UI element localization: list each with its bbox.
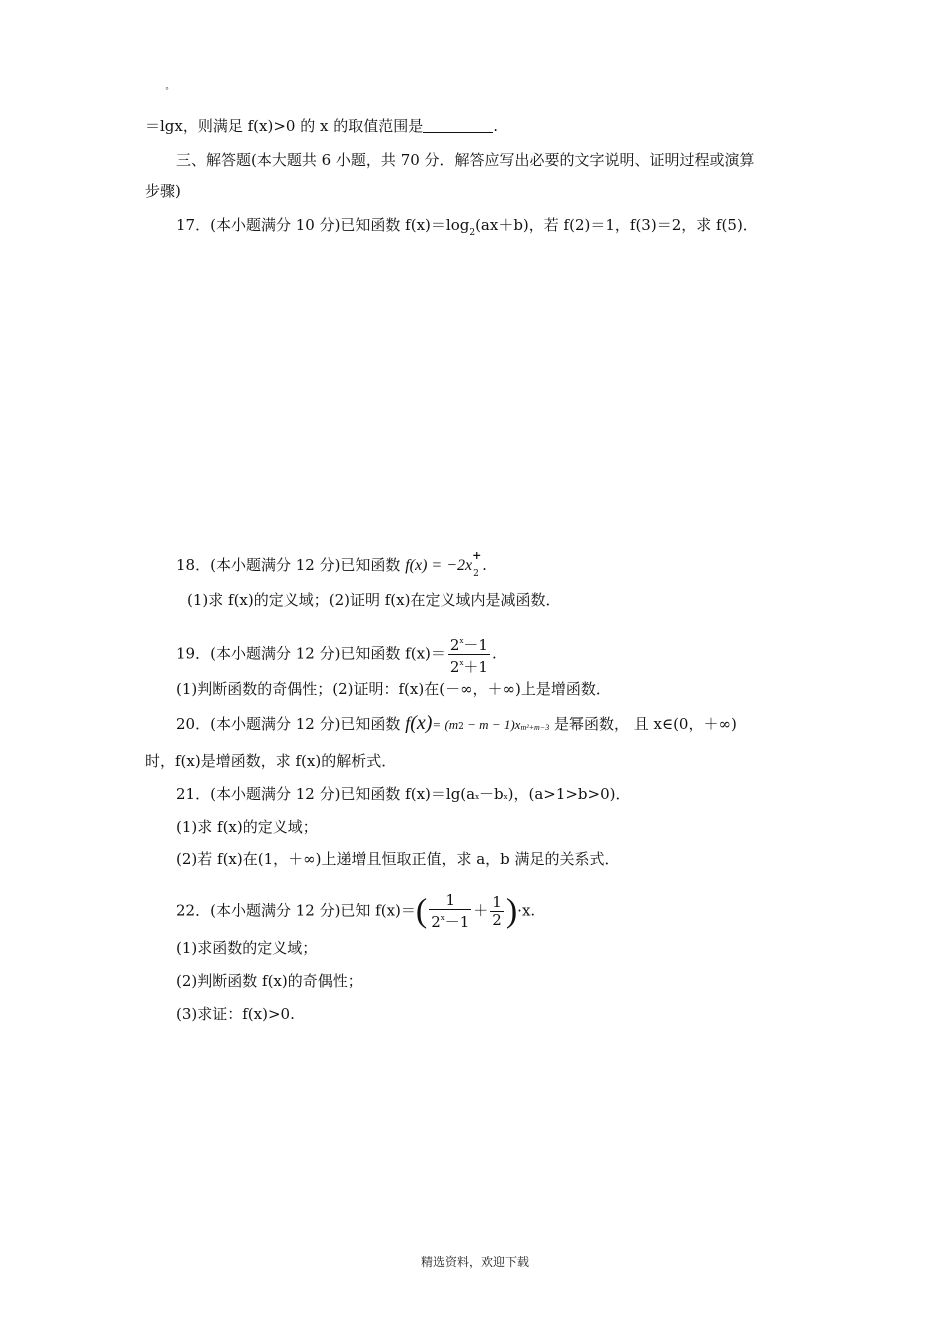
q18-exp-sub: 2 xyxy=(473,569,479,579)
q19-num-exp: x xyxy=(459,637,464,645)
q16-text: ＝lgx，则满足 f(x)>0 的 x 的取值范围是 xyxy=(145,117,424,135)
q21-mid: －b xyxy=(479,785,504,803)
q19-num-rest: －1 xyxy=(463,636,488,654)
section3-heading: 三、解答题(本大题共 6 小题，共 70 分．解答应写出必要的文字说明、证明过程或演算 xyxy=(176,151,755,169)
q22-part2: (2)判断函数 f(x)的奇偶性； xyxy=(176,972,363,990)
q22-fraction-1 xyxy=(429,892,471,931)
q20-line2: 时，f(x)是增函数，求 f(x)的解析式． xyxy=(145,752,397,770)
q18-parts: (1)求 f(x)的定义域；(2)证明 f(x)在定义域内是减函数． xyxy=(187,591,561,609)
q19-den-rest: ＋1 xyxy=(463,658,488,676)
q17-log-base: 2 xyxy=(469,228,476,238)
q21-part1: (1)求 f(x)的定义域； xyxy=(176,818,318,836)
q20-pre: 20．(本小题满分 12 分)已知函数 xyxy=(176,715,401,733)
section3-heading-cont: 步骤) xyxy=(145,182,181,200)
q21-bx: x xyxy=(503,793,508,801)
q20-rest: − m − 1)x xyxy=(463,717,521,732)
q21-ax: x xyxy=(475,793,480,801)
q21-post: )，(a>1>b>0)． xyxy=(507,785,631,803)
question-18 xyxy=(176,549,487,579)
q22-pre: 22．(本小题满分 12 分)已知 f(x)＝ xyxy=(176,901,416,920)
q22-f2-num: 1 xyxy=(492,893,502,911)
q20-post: 是幂函数， 且 x∈(0，＋∞) xyxy=(553,715,737,733)
q19-den-exp: x xyxy=(459,659,464,667)
q18-exponent xyxy=(472,549,482,579)
q19-fraction xyxy=(448,633,490,676)
q16-end: . xyxy=(493,117,499,135)
question-19 xyxy=(176,633,497,676)
q19-denominator xyxy=(448,655,490,676)
q22-part1: (1)求函数的定义域； xyxy=(176,939,318,957)
q22-f1-den-rest: －1 xyxy=(444,913,470,931)
q22-lparen: ( xyxy=(415,892,428,930)
q17-pre: 17．(本小题满分 10 分)已知函数 f(x)＝log xyxy=(176,216,470,234)
q16-tail xyxy=(145,116,498,136)
q19-pre: 19．(本小题满分 12 分)已知函数 f(x)＝ xyxy=(176,644,446,663)
q19-parts: (1)判断函数的奇偶性；(2)证明：f(x)在(－∞，＋∞)上是增函数． xyxy=(176,680,611,698)
q22-f1-den-base: 2 xyxy=(431,913,441,931)
q20-mid: = (m xyxy=(432,717,459,732)
q19-den-base: 2 xyxy=(449,658,460,676)
q22-plus: ＋ xyxy=(473,901,489,920)
q22-fraction-2 xyxy=(490,894,504,929)
q19-end: . xyxy=(491,644,497,663)
q18-formula: f(x) = −2x xyxy=(405,557,473,574)
q20-x: (x) xyxy=(410,712,433,734)
top-mark: ° xyxy=(165,86,169,95)
answer-blank xyxy=(423,118,493,133)
q21-pre: 21．(本小题满分 12 分)已知函数 f(x)＝lg(a xyxy=(176,785,476,803)
q20-sq: 2 xyxy=(458,722,464,732)
q21-part2: (2)若 f(x)在(1，＋∞)上递增且恒取正值，求 a，b 满足的关系式． xyxy=(176,850,620,868)
q20-f: f xyxy=(405,713,411,733)
question-17 xyxy=(176,215,758,243)
q22-f1-num: 1 xyxy=(429,892,471,910)
q19-num-base: 2 xyxy=(449,636,460,654)
q22-f1-den-exp: x xyxy=(440,914,445,922)
q20-exp: m²+m−3 xyxy=(520,723,550,732)
page-footer: 精选资料，欢迎下载 xyxy=(420,1255,529,1269)
question-21 xyxy=(176,784,631,807)
question-20 xyxy=(176,713,737,738)
q22-rparen: ) xyxy=(505,892,518,930)
q18-pre: 18．(本小题满分 12 分)已知函数 xyxy=(176,556,401,574)
q22-f2-den: 2 xyxy=(492,911,502,929)
q18-end: . xyxy=(482,556,487,574)
q19-numerator xyxy=(448,633,490,655)
question-22 xyxy=(176,892,535,931)
q22-post: ·x. xyxy=(517,901,536,920)
q22-part3: (3)求证：f(x)>0. xyxy=(176,1005,295,1023)
q18-exp-top: + xyxy=(472,549,482,562)
q22-f1-den xyxy=(429,910,471,931)
q17-post: (ax＋b)，若 f(2)＝1，f(3)＝2，求 f(5)． xyxy=(475,216,758,234)
